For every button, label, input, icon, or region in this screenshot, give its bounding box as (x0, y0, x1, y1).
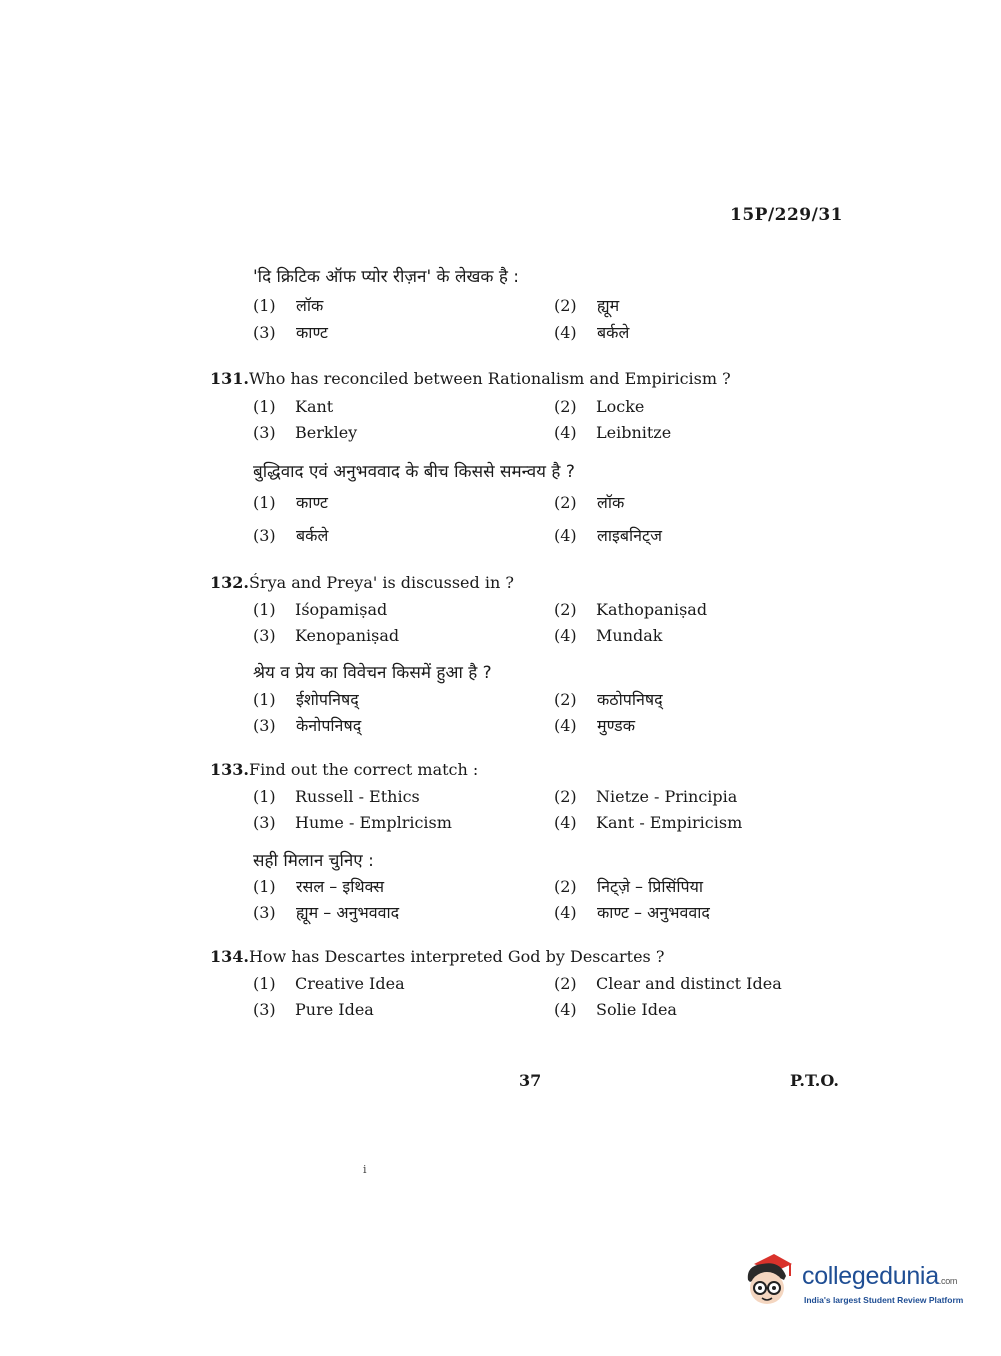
option-text: Berkley (295, 423, 358, 442)
logo-tagline: India's largest Student Review Platform (804, 1295, 964, 1305)
option-number: (4) (554, 1000, 577, 1019)
logo-name: collegedunia (802, 1262, 939, 1290)
option-number: (3) (253, 323, 276, 342)
option-text: Mundak (596, 626, 663, 645)
question-number: 131. (210, 369, 249, 388)
option-text: Kant (295, 397, 334, 416)
q133-hindi-option-4 (554, 901, 710, 923)
option-number: (1) (253, 296, 276, 315)
option-number: (1) (253, 974, 276, 993)
question-132-hindi-text: श्रेय व प्रेय का विवेचन किसमें हुआ है ? (253, 663, 492, 683)
q134-option-4 (554, 1000, 677, 1019)
option-text: बर्कले (296, 526, 329, 545)
pto-label: P.T.O. (790, 1071, 839, 1090)
option-number: (2) (554, 600, 577, 619)
question-text: Who has reconciled between Rationalism and Empiricism ? (248, 369, 731, 388)
q131-option-2 (554, 397, 644, 416)
option-number: (1) (253, 493, 276, 512)
option-number: (2) (554, 690, 577, 709)
q133-hindi-option-1 (253, 875, 384, 897)
question-number: 133. (210, 760, 249, 779)
option-text: लॉक (296, 296, 324, 315)
option-number: (3) (253, 626, 276, 645)
option-number: (2) (554, 296, 577, 315)
option-number: (4) (554, 626, 577, 645)
option-text: कठोपनिषद् (597, 690, 663, 709)
stray-mark: i (363, 1163, 367, 1176)
option-number: (4) (554, 323, 577, 342)
option-number: (4) (554, 716, 577, 735)
option-number: (2) (554, 877, 577, 896)
q132-option-3 (253, 626, 399, 645)
option-number: (3) (253, 423, 276, 442)
option-number: (4) (554, 903, 577, 922)
q134-option-1 (253, 974, 405, 993)
q132-hindi-option-3 (253, 714, 361, 736)
option-text: Pure Idea (295, 1000, 374, 1019)
page-number: 37 (519, 1071, 542, 1090)
question-text: Find out the correct match : (248, 760, 479, 779)
option-text: Creative Idea (295, 974, 405, 993)
q133-option-2 (554, 787, 737, 806)
option-text: Kathopaniṣad (596, 600, 708, 619)
logo-suffix: .com (938, 1276, 958, 1286)
q132-option-1 (253, 600, 387, 619)
q133-option-1 (253, 787, 420, 806)
option-number: (1) (253, 397, 276, 416)
mascot-icon (740, 1250, 802, 1312)
q133-option-3 (253, 813, 452, 832)
option-number: (2) (554, 493, 577, 512)
q131-hindi-option-1 (253, 491, 328, 513)
option-number: (1) (253, 787, 276, 806)
option-number: (3) (253, 526, 276, 545)
option-text: ईशोपनिषद् (296, 690, 359, 709)
logo-wordmark (802, 1262, 957, 1291)
option-text: लाइबनिट्ज (597, 526, 662, 545)
q134-option-2 (554, 974, 782, 993)
option-text: Leibnitze (596, 423, 672, 442)
q131-hindi-option-4 (554, 524, 662, 546)
q132-option-2 (554, 600, 707, 619)
question-130-hindi-text: 'दि क्रिटिक ऑफ प्योर रीज़न' के लेखक है : (253, 267, 520, 287)
question-133-hindi-text: सही मिलान चुनिए : (253, 851, 374, 871)
q130-hindi-option-2 (554, 294, 619, 316)
q133-hindi-option-3 (253, 901, 399, 923)
question-132 (210, 573, 514, 592)
question-text: How has Descartes interpreted God by Descartes ? (248, 947, 665, 966)
option-number: (1) (253, 690, 276, 709)
q131-option-1 (253, 397, 333, 416)
option-number: (3) (253, 813, 276, 832)
option-text: काण्ट (296, 323, 328, 342)
option-text: ह्यूम – अनुभववाद (296, 903, 400, 922)
option-text: Clear and distinct Idea (596, 974, 782, 993)
option-number: (1) (253, 600, 276, 619)
question-133 (210, 760, 478, 779)
option-text: Iśopamiṣad (295, 600, 388, 619)
option-number: (2) (554, 974, 577, 993)
option-number: (3) (253, 903, 276, 922)
q133-hindi-option-2 (554, 875, 703, 897)
option-text: निट्ज़े – प्रिसिंपिया (597, 877, 704, 896)
question-number: 134. (210, 947, 249, 966)
option-text: Kant - Empiricism (596, 813, 743, 832)
option-number: (4) (554, 526, 577, 545)
option-number: (1) (253, 877, 276, 896)
option-number: (2) (554, 787, 577, 806)
question-134 (210, 947, 664, 966)
option-text: Solie Idea (596, 1000, 677, 1019)
q131-option-3 (253, 423, 357, 442)
q134-option-3 (253, 1000, 374, 1019)
q130-hindi-option-3 (253, 321, 328, 343)
option-text: Hume - Emplricism (295, 813, 452, 832)
option-number: (4) (554, 423, 577, 442)
option-text: ह्यूम (597, 296, 620, 315)
option-text: काण्ट – अनुभववाद (597, 903, 710, 922)
option-text: Kenopaniṣad (295, 626, 400, 645)
q131-hindi-option-2 (554, 491, 624, 513)
option-text: काण्ट (296, 493, 328, 512)
q130-hindi-option-1 (253, 294, 323, 316)
q132-hindi-option-4 (554, 714, 635, 736)
question-131 (210, 369, 731, 388)
option-number: (3) (253, 716, 276, 735)
option-text: मुण्डक (597, 716, 636, 735)
q132-option-4 (554, 626, 662, 645)
option-number: (4) (554, 813, 577, 832)
q131-option-4 (554, 423, 671, 442)
question-number: 132. (210, 573, 249, 592)
option-text: लॉक (597, 493, 625, 512)
option-text: बर्कले (597, 323, 630, 342)
option-text: Russell - Ethics (295, 787, 420, 806)
option-number: (3) (253, 1000, 276, 1019)
option-text: केनोपनिषद् (296, 716, 362, 735)
option-text: रसल – इथिक्स (296, 877, 385, 896)
q132-hindi-option-1 (253, 688, 359, 710)
option-number: (2) (554, 397, 577, 416)
question-text: Śrya and Preya' is discussed in ? (248, 573, 514, 592)
q131-hindi-option-3 (253, 524, 328, 546)
q130-hindi-option-4 (554, 321, 629, 343)
collegedunia-logo (740, 1250, 970, 1312)
question-131-hindi-text: बुद्धिवाद एवं अनुभववाद के बीच किससे समन्वय है ? (253, 462, 575, 482)
option-text: Locke (596, 397, 645, 416)
paper-code: 15P/229/31 (730, 205, 844, 225)
q133-option-4 (554, 813, 742, 832)
q132-hindi-option-2 (554, 688, 663, 710)
option-text: Nietze - Principia (596, 787, 738, 806)
